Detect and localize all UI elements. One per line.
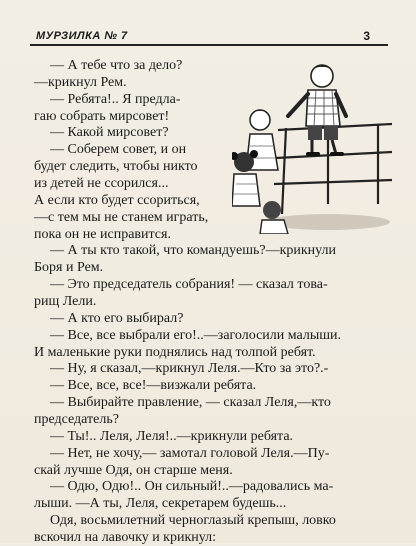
text-line: — А тебе что за дело?: [50, 58, 183, 73]
text-line: будет следить, чтобы никто: [34, 159, 198, 174]
text-line: рищ Лели.: [34, 294, 97, 309]
text-line: Одя, восьмилетний черноглазый крепыш, ловко: [50, 513, 336, 528]
text-line: — Нет, не хочу,— замотал головой Леля.—Пу-: [50, 446, 330, 461]
children-on-fence-illustration: [232, 54, 394, 234]
text-line: — Все, все выбрали его!..—заголосили малыши.: [50, 328, 342, 343]
text-line: лыши. —А ты, Леля, секретарем будешь...: [34, 496, 287, 511]
text-line: — Ребята!.. Я предла-: [50, 92, 181, 107]
text-line: — Соберем совет, и он: [50, 142, 187, 157]
text-line: пока он не исправится.: [34, 227, 171, 242]
text-line: И маленькие руки поднялись над толпой ребят.: [34, 345, 316, 360]
text-line: — Это председатель собрания! — сказал това-: [50, 277, 328, 292]
text-line: А если кто будет ссориться,: [34, 193, 200, 208]
page-number: 3: [363, 29, 370, 43]
text-line: вскочил на лавочку и крикнул:: [34, 530, 217, 545]
text-line: гаю собрать мирсовет!: [34, 109, 170, 124]
text-line: — Выбирайте правление, — сказал Леля,—кто: [50, 395, 331, 410]
text-line: — Какой мирсовет?: [50, 125, 169, 140]
boy-figure: [288, 65, 346, 154]
page-header: [22, 28, 394, 44]
text-line: — Одю, Одю!.. Он сильный!..—радовались ма-: [50, 479, 334, 494]
text-line: председатель?: [34, 412, 119, 427]
journal-title: МУРЗИЛКА № 7: [36, 30, 128, 42]
text-line: — А кто его выбирал?: [50, 311, 184, 326]
text-line: скай лучше Одя, он старше меня.: [34, 463, 233, 478]
text-line: — Ты!.. Леля, Леля!..—крикнули ребята.: [50, 429, 294, 444]
header-rule: [30, 44, 388, 46]
text-line: — Все, все, все!—визжали ребята.: [50, 378, 257, 393]
text-line: —с тем мы не станем играть,: [34, 210, 209, 225]
text-line: из детей не ссорился...: [34, 176, 169, 191]
text-line: — Ну, я сказал,—крикнул Леля.—Кто за это?.-: [50, 361, 329, 376]
text-line: Боря и Рем.: [34, 260, 104, 275]
text-line: — А ты кто такой, что командуешь?—крикнули: [50, 243, 337, 258]
text-line: —крикнул Рем.: [34, 75, 127, 90]
